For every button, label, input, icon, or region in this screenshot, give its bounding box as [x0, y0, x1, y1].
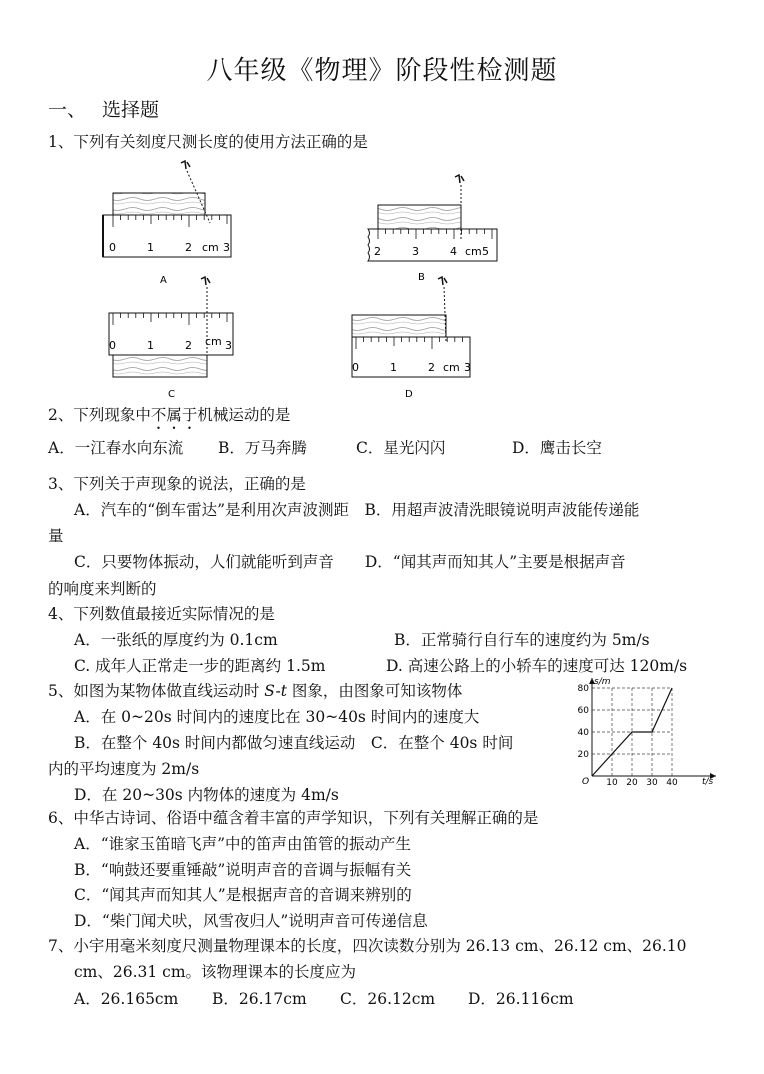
question-3-line-3: C．只要物体振动，人们就能听到声音 D．“闻其声而知其人”主要是根据声音: [74, 553, 626, 571]
ruler-b-tick-4: 4: [450, 245, 457, 258]
eye-a-icon: [181, 161, 190, 169]
x-tick-label-2: 30: [646, 778, 658, 788]
ruler-a-tick-3: 3: [223, 241, 230, 254]
y-axis-label: s/m: [594, 677, 611, 687]
question-4-option-a: A．一张纸的厚度约为 0.1cm: [74, 631, 278, 649]
question-4-option-c: C. 成年人正常走一步的距离约 1.5m: [74, 657, 326, 675]
eye-c-icon: [201, 277, 210, 285]
question-2-option-d: D．鹰击长空: [512, 439, 602, 457]
ruler-c-tick-0: 0: [109, 339, 116, 352]
ruler-figure: [95, 155, 515, 405]
ruler-a-tick-1: 1: [147, 241, 154, 254]
question-2-stem: 2、下列现象中不属于机械运动的是: [48, 406, 291, 424]
question-2-option-b: B．万马奔腾: [218, 439, 307, 457]
eye-b-icon: [455, 175, 464, 183]
y-tick-label-2: 60: [577, 706, 589, 716]
st-graph: [568, 670, 728, 788]
eye-d-icon: [438, 277, 447, 285]
ruler-a-caption: A: [160, 275, 167, 286]
ruler-c-caption: C: [168, 389, 175, 400]
question-6-option-c: C．“闻其声而知其人”是根据声音的音调来辨别的: [74, 886, 412, 904]
page-title: 八年级《物理》阶段性检测题: [206, 56, 558, 86]
question-3-line-2: 量: [48, 527, 64, 545]
x-tick-label-1: 20: [626, 778, 638, 788]
ruler-b-tick-2: 2: [374, 245, 381, 258]
y-tick-label-0: 20: [577, 750, 589, 760]
question-5-line-4: D．在 20~30s 内物体的速度为 4m/s: [74, 786, 339, 804]
ruler-a: [103, 161, 231, 286]
ruler-b-tick-3: 3: [412, 245, 419, 258]
question-4-option-d: D. 高速公路上的小轿车的速度可达 120m/s: [386, 657, 688, 675]
question-2-option-c: C．星光闪闪: [356, 439, 446, 457]
ruler-d-caption: D: [405, 389, 413, 400]
x-axis-label: t/s: [702, 777, 714, 787]
origin-label: O: [582, 777, 590, 787]
ruler-c-unit: cm: [205, 335, 222, 348]
y-tick-label-1: 40: [577, 728, 589, 738]
question-7-option-d: D．26.116cm: [468, 990, 574, 1008]
question-6-option-a: A．“谁家玉笛暗飞声”中的笛声由笛管的振动产生: [74, 835, 412, 853]
question-6-option-b: B．“响鼓还要重锤敲”说明声音的音调与振幅有关: [74, 861, 412, 879]
question-7-stem-cont: cm、26.31 cm。该物理课本的长度应为: [74, 963, 357, 981]
question-2-option-a: A．一江春水向东流: [48, 439, 184, 457]
question-5-line-1: A．在 0~20s 时间内的速度比在 30~40s 时间内的速度大: [74, 708, 480, 726]
ruler-c-tick-3: 3: [225, 339, 232, 352]
x-tick-label-0: 10: [606, 778, 618, 788]
question-3-line-1: A．汽车的“倒车雷达”是利用次声波测距 B．用超声波清洗眼镜说明声波能传递能: [74, 501, 640, 519]
question-4-stem: 4、下列数值最接近实际情况的是: [48, 605, 275, 623]
ruler-c-tick-2: 2: [185, 339, 192, 352]
ruler-d-unit: cm: [443, 361, 460, 374]
ruler-b: [368, 175, 497, 283]
question-7-option-b: B．26.17cm: [212, 990, 307, 1008]
question-5-stem: 5、如图为某物体做直线运动时 S-t 图象，由图象可知该物体: [48, 682, 463, 700]
question-7-option-c: C．26.12cm: [340, 990, 436, 1008]
question-7-option-a: A．26.165cm: [74, 990, 179, 1008]
section-number: 一、: [48, 99, 87, 121]
ruler-d-tick-1: 1: [390, 361, 397, 374]
question-4-option-b: B．正常骑行自行车的速度约为 5m/s: [394, 631, 650, 649]
ruler-a-tick-2: 2: [185, 241, 192, 254]
ruler-a-tick-0: 0: [109, 241, 116, 254]
question-7-stem: 7、小宇用毫米刻度尺测量物理课本的长度，四次读数分别为 26.13 cm、26.12 cm、26.10: [48, 937, 687, 955]
ruler-c: [109, 277, 233, 400]
section-heading: 选择题: [102, 99, 160, 121]
x-tick-label-3: 40: [666, 778, 678, 788]
question-6-stem: 6、中华古诗词、俗语中蕴含着丰富的声学知识，下列有关理解正确的是: [48, 809, 539, 827]
y-tick-label-3: 80: [577, 684, 589, 694]
ruler-b-unit: cm: [465, 245, 482, 258]
ruler-d-tick-2: 2: [428, 361, 435, 374]
question-3-line-4: 的响度来判断的: [48, 580, 157, 598]
ruler-a-unit: cm: [202, 241, 219, 254]
question-3-stem: 3、下列关于声现象的说法，正确的是: [48, 475, 306, 493]
ruler-d-tick-3: 3: [464, 361, 471, 374]
question-1-stem: 1、下列有关刻度尺测长度的使用方法正确的是: [48, 133, 368, 151]
question-6-option-d: D．“柴门闻犬吠，风雪夜归人”说明声音可传递信息: [74, 912, 428, 930]
question-5-line-2: B．在整个 40s 时间内都做匀速直线运动 C．在整个 40s 时间: [74, 734, 514, 752]
ruler-c-tick-1: 1: [147, 339, 154, 352]
ruler-b-tick-5: 5: [482, 245, 489, 258]
question-5-line-3: 内的平均速度为 2m/s: [48, 760, 200, 778]
ruler-d: [352, 277, 471, 400]
ruler-b-caption: B: [418, 272, 425, 283]
ruler-d-tick-0: 0: [352, 361, 359, 374]
